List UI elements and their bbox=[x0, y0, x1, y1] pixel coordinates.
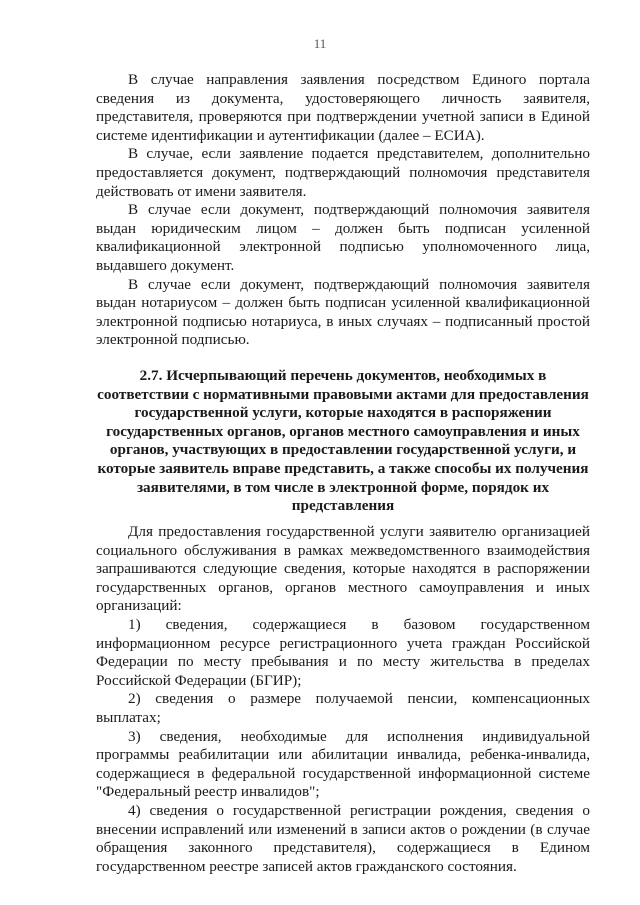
heading-line: заявителями, в том числе в электронной форме, порядок их bbox=[136, 478, 550, 496]
list-item: 4) сведения о государственной регистрации рождения, сведения о внесении исправлений или изменений в записи актов о рождении (в случае обращения законного представителя), содержащиеся в Едином государственном реестре записей актов гражданского состояния. bbox=[96, 801, 590, 875]
section-heading bbox=[96, 367, 590, 516]
heading-line: государственной услуги, которые находятся в распоряжении bbox=[134, 404, 552, 422]
bottom-text-block bbox=[96, 523, 590, 876]
paragraph: В случае если документ, подтверждающий полномочия заявителя выдан юридическим лицом – должен быть подписан усиленной квалификационной электронной подписью уполномоченного лица, выдавшего документ. bbox=[96, 201, 590, 274]
list-item: 1) сведения, содержащиеся в базовом государственном информационном ресурсе регистрационного учета граждан Российской Федерации по месту пребывания и по месту жительства в пределах Российской Федерации (БГИР); bbox=[96, 615, 590, 689]
paragraph: В случае, если заявление подается представителем, дополнительно предоставляется документ, подтверждающий полномочия представителя действовать от имени заявителя. bbox=[96, 145, 590, 200]
intro-paragraph: Для предоставления государственной услуги заявителю организацией социального обслуживания в рамках межведомственного взаимодействия запрашиваются следующие сведения, которые находятся в распоряжении государственных органов, органов местного самоуправления и иных организаций: bbox=[96, 523, 590, 615]
list-item: 2) сведения о размере получаемой пенсии, компенсационных выплатах; bbox=[96, 690, 590, 726]
paragraph: В случае если документ, подтверждающий полномочия заявителя выдан нотариусом – должен быть подписан усиленной квалификационной электронной подписью нотариуса, в иных случаях – подписанный простой электронной подписью. bbox=[96, 275, 590, 349]
heading-line: государственных органов, органов местного самоуправления и иных bbox=[106, 422, 580, 440]
heading-line: 2.7. Исчерпывающий перечень документов, необходимых в bbox=[139, 367, 547, 384]
heading-line: представления bbox=[291, 497, 395, 515]
list-item: 3) сведения, необходимые для исполнения индивидуальной программы реабилитации или абилитации инвалида, ребенка-инвалида, содержащиеся в федеральной государственной информационной системе "Федеральный реестр инвалидов"; bbox=[96, 727, 590, 801]
heading-line: которые заявитель вправе представить, а также способы их получения bbox=[97, 459, 589, 477]
page-number: 11 bbox=[313, 36, 327, 51]
top-text-block bbox=[96, 71, 590, 350]
heading-line: соответствии с нормативными правовыми актами для предоставления bbox=[97, 385, 589, 403]
heading-line: органов, участвующих в предоставлении государственной услуги, и bbox=[109, 441, 577, 459]
paragraph: В случае направления заявления посредством Единого портала сведения из документа, удостоверяющего личность заявителя, представителя, проверяются при подтверждении учетной записи в Единой системе идентификации и аутентификации (далее – ЕСИА). bbox=[96, 71, 590, 144]
